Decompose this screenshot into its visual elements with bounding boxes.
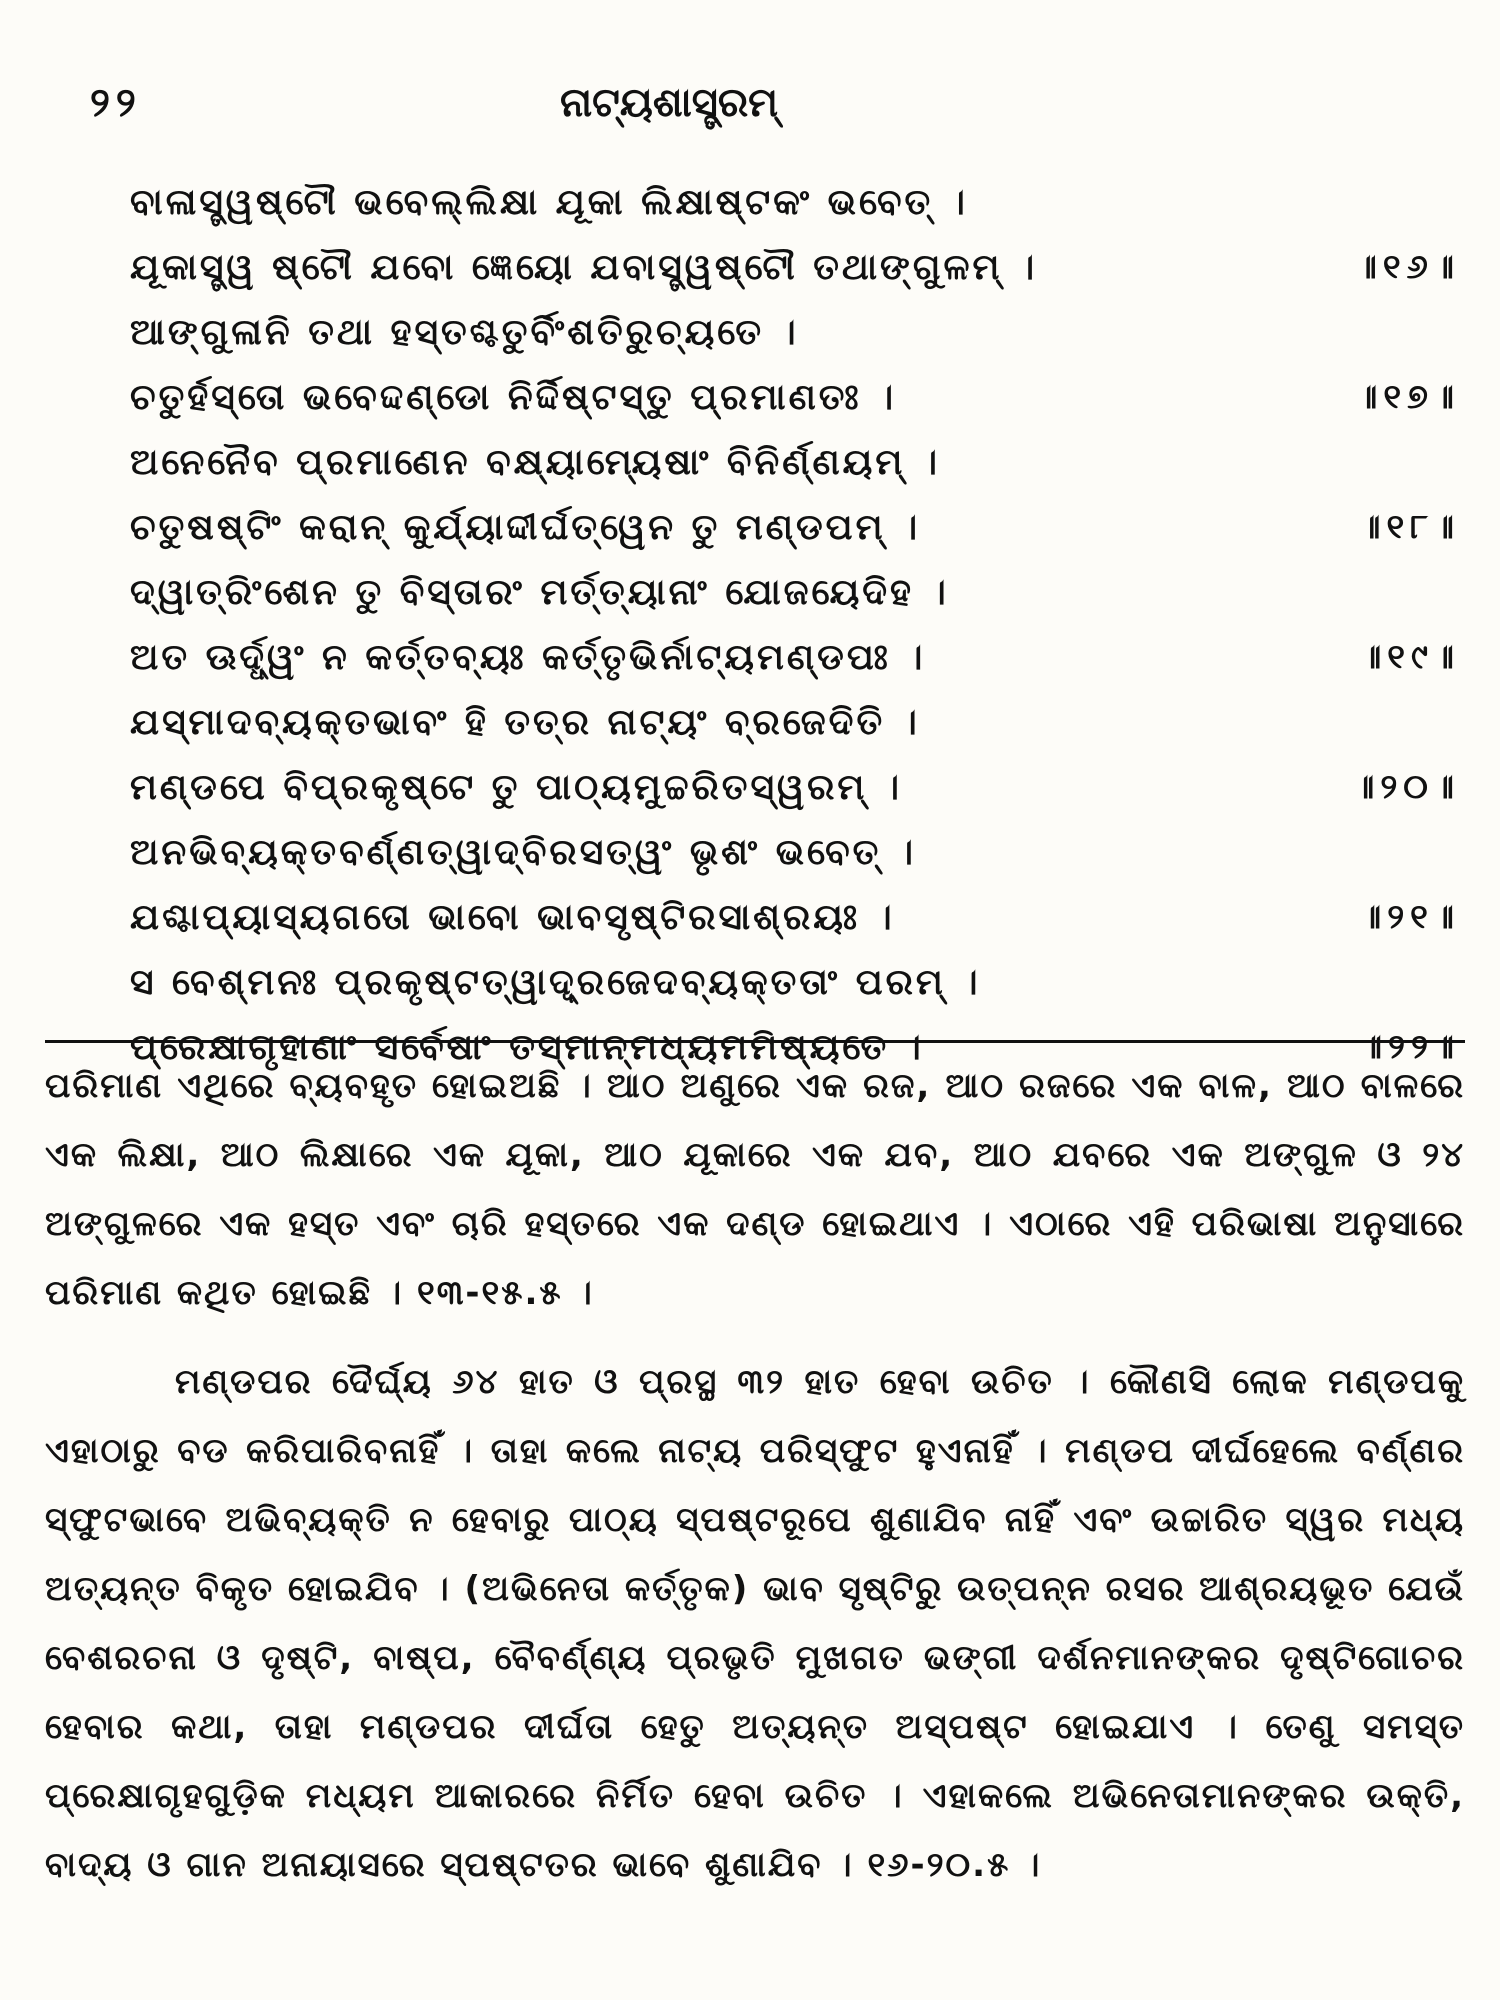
verse-text: ଯଶ୍ଚାପ୍ୟାସ୍ୟଗତୋ ଭାବୋ ଭାବସୃଷ୍ଟିରସାଶ୍ରୟଃ । [130, 897, 895, 938]
section-divider [45, 1040, 1465, 1043]
verse-line [130, 950, 1460, 1015]
verse-number: ॥୧୬॥ [1356, 247, 1460, 287]
verse-text: ଚତୁଷଷ୍ଟିଂ କରାନ୍ କୁର୍ଯ୍ୟାଦ୍ଦୀର୍ଘତ୍ୱେନ ତୁ ମଣ୍ଡପମ୍ । [130, 507, 921, 548]
verse-number: ॥୧୭॥ [1357, 377, 1460, 417]
verse-text: ସ ବେଶ୍ମନଃ ପ୍ରକୃଷ୍ଟତ୍ୱାଦ୍ବ୍ରଜେଦବ୍ୟକ୍ତତାଂ ପରମ୍ । [130, 962, 981, 1003]
verse-line [130, 625, 1460, 690]
verse-block [130, 170, 1460, 1080]
page-title: ନାଟ୍ୟଶାସ୍ତ୍ରମ୍ [560, 80, 779, 126]
verse-text: ପ୍ରେକ୍ଷାଗୃହାଣାଂ ସର୍ବେଷାଂ ତସ୍ମାନ୍ମଧ୍ୟମମିଷ୍ୟତେ । [130, 1027, 924, 1068]
verse-text: ଅନେନୈବ ପ୍ରମାଣେନ ବକ୍ଷ୍ୟାମ୍ୟେଷାଂ ବିନିର୍ଣ୍ଣୟମ୍ । [130, 442, 941, 483]
verse-line [130, 690, 1460, 755]
commentary-paragraph: ମଣ୍ଡପର ଦୈର୍ଘ୍ୟ ୬୪ ହାତ ଓ ପ୍ରସ୍ଥ ୩୨ ହାତ ହେବା ଉଚିତ । କୌଣସି ଲୋକ ମଣ୍ଡପକୁ ଏହାଠାରୁ ବଡ କରିପାରିବନାହିଁ । ତାହା କଲେ ନାଟ୍ୟ ପରିସ୍ଫୁଟ ହୁଏନାହିଁ । ମଣ୍ଡପ ଦୀର୍ଘହେଲେ ବର୍ଣ୍ଣର ସ୍ଫୁଟଭାବେ ଅଭିବ୍ୟକ୍ତି ନ ହେବାରୁ ପାଠ୍ୟ ସ୍ପଷ୍ଟରୂପେ ଶୁଣାଯିବ ନାହିଁ ଏବଂ ଉଚ୍ଚାରିତ ସ୍ୱର ମଧ୍ୟ ଅତ୍ୟନ୍ତ ବିକୃତ ହୋଇଯିବ । (ଅଭିନେତା କର୍ତ୍ତୃକ) ଭାବ ସୃଷ୍ଟିରୁ ଉତ୍ପନ୍ନ ରସର ଆଶ୍ରୟଭୂତ ଯେଉଁ ବେଶରଚନା ଓ ଦୃଷ୍ଟି, ବାଷ୍ପ, ବୈବର୍ଣ୍ଣ୍ୟ ପ୍ରଭୃତି ମୁଖଗତ ଭଙ୍ଗୀ ଦର୍ଶନମାନଙ୍କର ଦୃଷ୍ଟିଗୋଚର ହେବାର କଥା, ତାହା ମଣ୍ଡପର ଦୀର୍ଘତା ହେତୁ ଅତ୍ୟନ୍ତ ଅସ୍ପଷ୍ଟ ହୋଇଯାଏ । ତେଣୁ ସମସ୍ତ ପ୍ରେକ୍ଷାଗୃହଗୁଡ଼ିକ ମଧ୍ୟମ ଆକାରରେ ନିର୍ମିତ ହେବା ଉଚିତ । ଏହାକଲେ ଅଭିନେତାମାନଙ୍କର ଉକ୍ତି, ବାଦ୍ୟ ଓ ଗାନ ଅନାୟାସରେ ସ୍ପଷ୍ଟତର ଭାବେ ଶୁଣାଯିବ । ୧୬-୨୦.୫ । [45, 1362, 1465, 1885]
verse-text: ଅତ ଊର୍ଦ୍ଧ୍ୱଂ ନ କର୍ତ୍ତବ୍ୟଃ କର୍ତ୍ତୃଭିର୍ନାଟ୍ୟମଣ୍ଡପଃ । [130, 637, 926, 678]
verse-line [130, 820, 1460, 885]
verse-line [130, 560, 1460, 625]
verse-line [130, 170, 1460, 235]
verse-line [130, 365, 1460, 430]
verse-text: ମଣ୍ଡପେ ବିପ୍ରକୃଷ୍ଟେ ତୁ ପାଠ୍ୟମୁଚ୍ଚରିତସ୍ୱରମ୍ । [130, 767, 903, 808]
commentary-block [45, 1052, 1465, 1900]
verse-number: ॥୨୧॥ [1361, 897, 1460, 937]
commentary-paragraph: ପରିମାଣ ଏଥିରେ ବ୍ୟବହୃତ ହୋଇଅଛି । ଆଠ ଅଣୁରେ ଏକ ରଜ, ଆଠ ରଜରେ ଏକ ବାଳ, ଆଠ ବାଳରେ ଏକ ଲିକ୍ଷା, ଆଠ ଲିକ୍ଷାରେ ଏକ ଯୂକା, ଆଠ ଯୂକାରେ ଏକ ଯବ, ଆଠ ଯବରେ ଏକ ଅଙ୍ଗୁଳ ଓ ୨୪ ଅଙ୍ଗୁଳରେ ଏକ ହସ୍ତ ଏବଂ ଚାରି ହସ୍ତରେ ଏକ ଦଣ୍ଡ ହୋଇଥାଏ । ଏଠାରେ ଏହି ପରିଭାଷା ଅନୁସାରେ ପରିମାଣ କଥିତ ହୋଇଛି । ୧୩-୧୫.୫ । [45, 1066, 1465, 1313]
verse-text: ଆଙ୍ଗୁଳାନି ତଥା ହସ୍ତଶ୍ଚତୁର୍ବିଂଶତିରୁଚ୍ୟତେ । [130, 312, 799, 353]
page-header [0, 80, 1500, 140]
verse-text: ଅନଭିବ୍ୟକ୍ତବର୍ଣ୍ଣତ୍ୱାଦ୍ବିରସତ୍ୱଂ ଭୃଶଂ ଭବେତ୍ । [130, 832, 917, 873]
verse-line [130, 300, 1460, 365]
verse-text: ଦ୍ୱାତ୍ରିଂଶେନ ତୁ ବିସ୍ତାରଂ ମର୍ତ୍ତ୍ୟାନାଂ ଯୋଜୟେଦିହ । [130, 572, 949, 613]
verse-number: ॥୨୨॥ [1361, 1027, 1460, 1067]
page-number: ୨୨ [90, 80, 142, 126]
verse-text: ଚତୁର୍ହସ୍ତୋ ଭବେଦ୍ଦଣ୍ଡୋ ନିର୍ଦ୍ଦିଷ୍ଟସ୍ତୁ ପ୍ରମାଣତଃ । [130, 377, 897, 418]
verse-line [130, 495, 1460, 560]
verse-line [130, 885, 1460, 950]
verse-line [130, 430, 1460, 495]
verse-line [130, 235, 1460, 300]
verse-text: ବାଳାସ୍ତ୍ୱଷ୍ଟୌ ଭବେଲ୍ଲିକ୍ଷା ଯୂକା ଲିକ୍ଷାଷ୍ଟକଂ ଭବେତ୍ । [130, 182, 968, 223]
verse-line [130, 755, 1460, 820]
verse-number: ॥୧୮॥ [1360, 507, 1460, 547]
verse-number: ॥୧୯॥ [1361, 637, 1460, 677]
verse-text: ଯୂକାସ୍ତ୍ୱ ଷ୍ଟୌ ଯବୋ ଜ୍ଞେୟୋ ଯବାସ୍ତ୍ୱଷ୍ଟୌ ତଥାଙ୍ଗୁଳମ୍ । [130, 247, 1038, 288]
verse-number: ॥୨୦॥ [1354, 767, 1460, 807]
verse-text: ଯସ୍ମାଦବ୍ୟକ୍ତଭାବଂ ହି ତତ୍ର ନାଟ୍ୟଂ ବ୍ରଜେଦିତି । [130, 702, 920, 743]
